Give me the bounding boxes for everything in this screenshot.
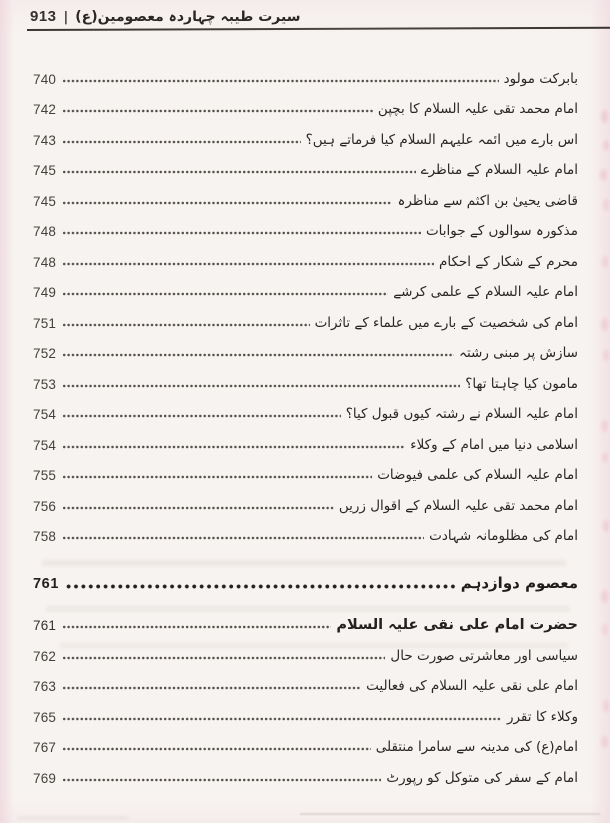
toc-entry-page: 749 [33,285,57,301]
toc-leader-dots [62,716,502,722]
toc-entry-page: 761 [33,618,57,634]
toc-entry [33,88,578,119]
toc-entry-title: سیاسی اور معاشرتی صورت حال [390,647,578,664]
toc-entry-page: 740 [33,71,57,87]
toc-leader-dots [62,444,405,450]
toc-entry-title: مذکورہ سوالوں کے جوابات [425,223,578,240]
toc-leader-dots [62,322,309,328]
toc-entry [33,240,578,271]
toc-leader-dots [62,291,388,297]
toc-entry [33,695,578,726]
ink-bleed-mark [602,624,608,635]
toc-entry-title: معصوم دوازدہم [460,573,578,592]
toc-entry-title: امام کے سفر کی متوکل کو رپورٹ [386,769,578,786]
ink-bleed-mark [602,452,608,463]
toc-entry-title: بابرکت مولود [503,70,578,87]
ink-bleed-mark [601,590,608,603]
toc-entry [33,454,578,485]
toc-entry [33,634,578,665]
ink-bleed-mark [603,520,609,532]
toc-entry [33,604,578,635]
toc-entry-page: 754 [33,407,57,423]
toc-entry-title: قاضی یحییٰ بن اکثم سے مناظرہ [397,192,578,209]
toc-entry-title: حضرت امام علی نقی علیہ السلام [336,616,578,633]
toc-entry-page: 769 [33,770,57,786]
toc-leader-dots [62,535,424,541]
toc-entry [33,756,578,787]
toc-leader-dots [62,139,300,145]
toc-leader-dots [62,746,371,752]
ink-bleed-mark [603,199,609,211]
toc-entry [33,423,578,454]
toc-entry-title: امام علیہ السلام کی علمی فیوضات [377,467,578,484]
toc-entry-title: امام(ع) کی مدینہ سے سامرا منتقلی [375,739,578,756]
toc-entry-title: امام علیہ السلام کے علمی کرشے [393,284,578,301]
toc-leader-dots [62,261,434,267]
book-title: سیرت طیبہ چہاردہ معصومین(ع) [75,9,301,25]
toc-entry-title: امام کی مظلومانہ شہادت [429,528,578,545]
toc-entry [33,393,578,424]
toc-entry-page: 754 [33,437,57,453]
ink-bleed-mark [601,318,608,331]
toc-entry-page: 762 [33,648,57,664]
toc-entry-page: 763 [33,679,57,695]
toc-entry-title: مامون کیا چاہتا تھا؟ [465,375,578,392]
toc-entry-page: 756 [33,498,57,514]
toc-entry-page: 755 [33,468,57,484]
toc-leader-dots [62,624,331,630]
toc-entry [33,149,578,180]
toc-entry-page: 745 [33,193,57,209]
bleedthrough-line [18,817,128,819]
toc-entry-page: 743 [33,132,57,148]
toc-entry [33,57,578,88]
toc-entry-title: اسلامی دنیا میں امام کے وکلاء [410,436,578,453]
toc-leader-dots [62,108,373,114]
toc-leader-dots [62,413,341,419]
toc-entry-page: 751 [33,315,57,331]
toc-leader-dots [62,78,499,84]
toc-entry-page: 742 [33,102,57,118]
page-header [30,8,300,25]
ink-bleed-mark [601,110,608,123]
toc-entry-title: امام علیہ السلام کے مناظرے [420,162,578,179]
toc-entry [33,179,578,210]
header-separator: | [63,10,69,25]
toc-entry [33,301,578,332]
toc-entry-title: سازش پر مبنی رشتہ [459,345,578,362]
toc-entry [33,118,578,149]
toc-entry-page: 753 [33,376,57,392]
toc-entry-title: محرم کے شکار کے احکام [438,253,578,270]
toc-entry-title: وکلاء کا تقرر [506,708,578,725]
ink-bleed-mark [602,256,608,268]
toc-entry [33,484,578,515]
toc-leader-dots [62,383,460,389]
toc-leader-dots [62,474,372,480]
header-rule [27,27,610,31]
toc-entry [33,332,578,363]
toc-leader-dots [65,583,456,590]
toc-leader-dots [62,655,385,661]
toc-entry [33,210,578,241]
toc-entry-title: اس بارے میں ائمہ علیہم السلام کیا فرماتے ہیں؟ [305,131,578,148]
toc-entry [33,562,578,593]
toc-entry-title: امام علیہ السلام نے رشتہ کیوں قبول کیا؟ [345,406,578,423]
ink-bleed-mark [603,140,609,151]
ink-bleed-mark [603,350,609,361]
bleedthrough-line [300,813,600,815]
toc-entry-title: امام علی نقی علیہ السلام کی فعالیت [366,678,578,695]
toc-leader-dots [62,352,454,358]
toc-list [33,57,578,787]
ink-bleed-mark [600,169,607,181]
toc-entry-page: 748 [33,224,57,240]
toc-entry-page: 752 [33,346,57,362]
toc-entry [33,726,578,757]
toc-leader-dots [62,777,381,783]
ink-bleed-mark [603,700,609,712]
toc-entry-page: 761 [33,575,59,592]
toc-leader-dots [62,169,416,175]
toc-entry-page: 745 [33,163,57,179]
toc-entry [33,515,578,546]
toc-entry-page: 765 [33,709,57,725]
ink-bleed-mark [601,736,608,748]
toc-entry-title: امام محمد تقی علیہ السلام کے اقوال زریں [338,497,578,514]
toc-leader-dots [62,230,421,236]
toc-entry [33,362,578,393]
toc-entry-page: 748 [33,254,57,270]
toc-entry [33,665,578,696]
toc-leader-dots [62,685,361,691]
toc-entry [33,271,578,302]
toc-entry-page: 767 [33,740,57,756]
toc-entry-title: امام محمد تقی علیہ السلام کا بچپن [377,101,578,118]
header-page-number: 913 [30,8,57,25]
toc-entry-page: 758 [33,529,57,545]
toc-entry-title: امام کی شخصیت کے بارے میں علماء کے تاثرات [314,314,578,331]
ink-bleed-mark [601,420,608,432]
toc-leader-dots [62,505,334,511]
toc-leader-dots [62,200,392,206]
